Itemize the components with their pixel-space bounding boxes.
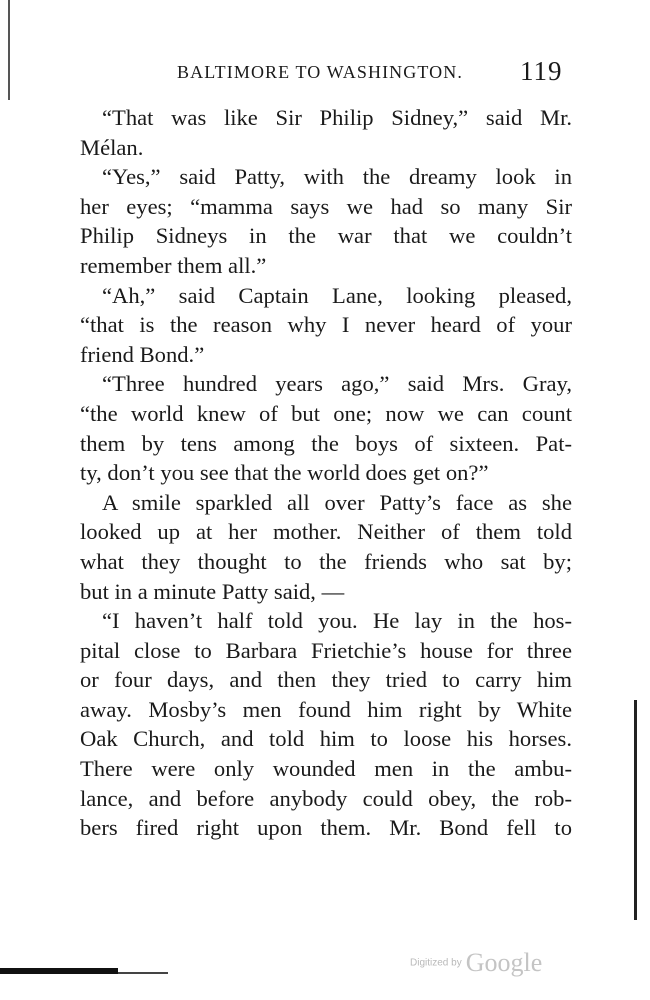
text-line: “I haven’t half told you. He lay in the hos-	[102, 608, 572, 634]
text-line: “the world knew of but one; now we can count	[80, 400, 572, 426]
text-line: but in a minute Patty said, —	[80, 578, 345, 604]
text-line: bers fired right upon them. Mr. Bond fell to	[80, 815, 572, 841]
scan-edge-left	[8, 0, 10, 100]
text-line: Philip Sidneys in the war that we couldn’t	[80, 223, 572, 249]
text-line: “that is the reason why I never heard of your	[80, 312, 572, 338]
running-title: BALTIMORE TO WASHINGTON.	[177, 62, 463, 82]
text-line: “Ah,” said Captain Lane, looking pleased,	[102, 282, 572, 308]
google-logo: Google	[465, 948, 543, 977]
watermark-prefix: Digitized by	[410, 957, 462, 969]
text-line: looked up at her mother. Neither of them told	[80, 519, 572, 545]
scan-smudge	[0, 968, 118, 974]
text-line: her eyes; “mamma says we had so many Sir	[80, 193, 572, 219]
text-line: pital close to Barbara Frietchie’s house for three	[80, 637, 572, 663]
text-line: remember them all.”	[80, 252, 267, 278]
text-line: There were only wounded men in the ambu-	[80, 756, 572, 782]
text-line: what they thought to the friends who sat by;	[80, 548, 572, 574]
body-text	[80, 103, 572, 843]
text-line: “Yes,” said Patty, with the dreamy look in	[102, 164, 572, 190]
text-line: Mélan.	[80, 134, 144, 160]
text-line: lance, and before anybody could obey, the rob-	[80, 785, 572, 811]
digitized-watermark	[410, 948, 542, 978]
scan-edge-right	[634, 700, 637, 920]
text-line: or four days, and then they tried to carry him	[80, 667, 572, 693]
scan-smudge-tail	[118, 972, 168, 974]
text-line: friend Bond.”	[80, 341, 205, 367]
text-line: away. Mosby’s men found him right by White	[80, 696, 572, 722]
text-line: “Three hundred years ago,” said Mrs. Gray,	[102, 371, 572, 397]
text-line: “That was like Sir Philip Sidney,” said Mr.	[102, 105, 572, 130]
text-line: them by tens among the boys of sixteen. Pat-	[80, 430, 572, 456]
text-line: A smile sparkled all over Patty’s face as she	[102, 489, 572, 515]
text-line: ty, don’t you see that the world does get on?”	[80, 460, 489, 486]
text-line: Oak Church, and told him to loose his horses.	[80, 726, 572, 752]
page-number: 119	[520, 56, 563, 86]
